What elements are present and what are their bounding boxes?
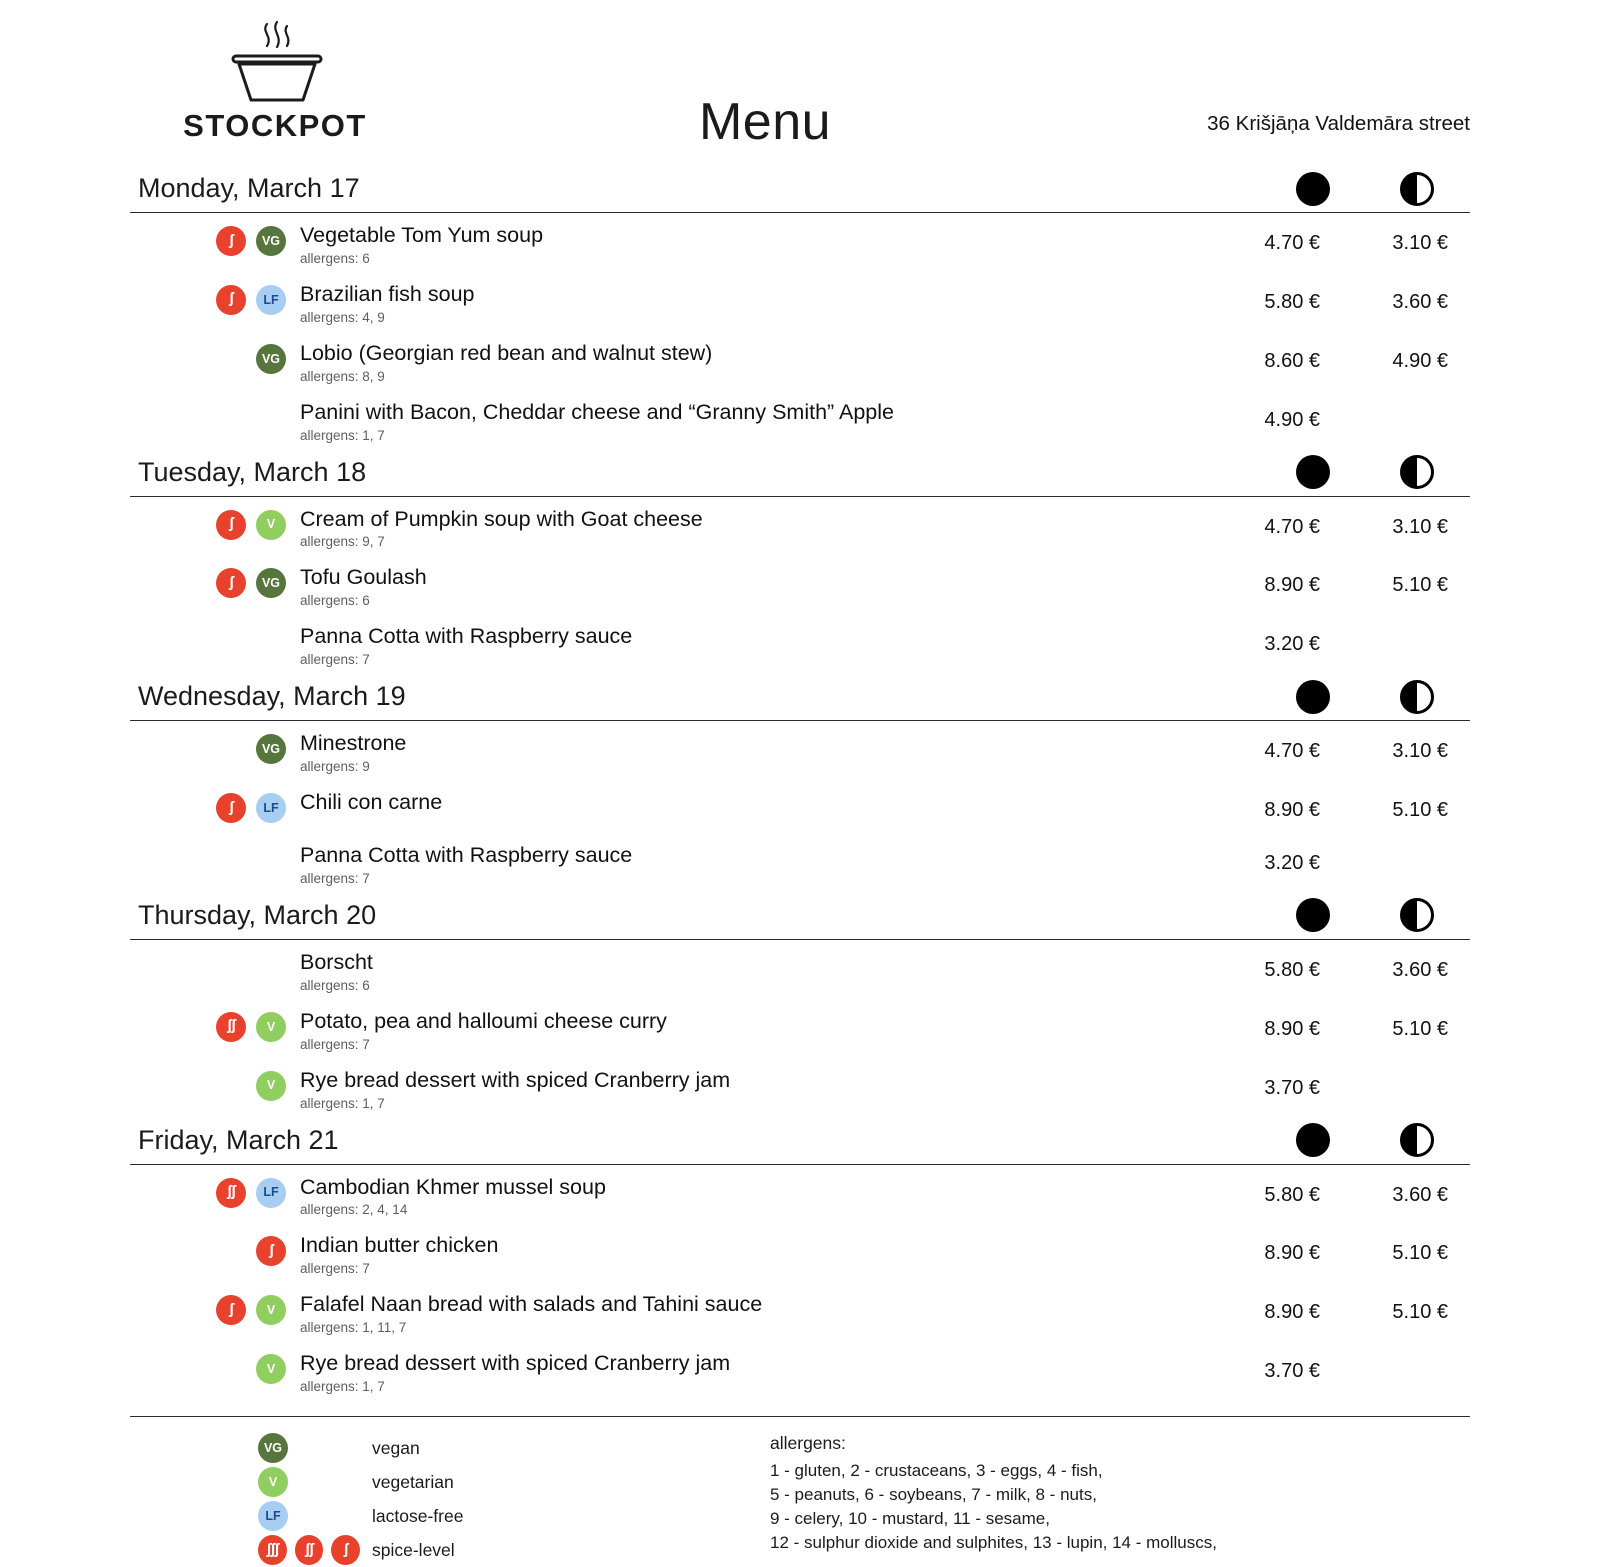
dish-main xyxy=(300,1008,1170,1052)
vegetarian-icon: V xyxy=(258,1467,288,1497)
dish-allergens: allergens: 7 xyxy=(300,1261,370,1277)
legend xyxy=(130,1431,770,1567)
spice-level-icon: ʃ xyxy=(216,285,246,315)
allergen-key-lines xyxy=(770,1459,1470,1556)
legend-label: lactose-free xyxy=(372,1505,464,1526)
dish-row xyxy=(130,1223,1470,1282)
dish-main xyxy=(300,281,1170,325)
spice-level-icon: ʃ xyxy=(216,568,246,598)
price-half: 3.10 € xyxy=(1392,740,1448,763)
menu-days xyxy=(0,165,1600,1400)
full-portion-icon xyxy=(1296,172,1330,206)
dish-main xyxy=(300,340,1170,384)
full-portion-icon xyxy=(1296,1123,1330,1157)
legend-row xyxy=(240,1499,770,1533)
dish-badges xyxy=(130,730,300,764)
legend-row xyxy=(240,1533,770,1567)
price-half: 5.10 € xyxy=(1392,799,1448,821)
page-title: Menu xyxy=(698,93,832,151)
price-half: 3.10 € xyxy=(1392,515,1448,538)
day-header xyxy=(130,673,1470,721)
price-half xyxy=(1320,623,1470,633)
spice-level-icon: ʃʃ xyxy=(295,1535,324,1565)
dish-main xyxy=(300,1067,1170,1111)
dish-name: Vegetable Tom Yum soup xyxy=(300,223,544,247)
portion-icons xyxy=(1296,898,1470,932)
lactose-free-icon: LF xyxy=(256,285,286,315)
price-full: 8.90 € xyxy=(1264,574,1320,597)
dish-row xyxy=(130,331,1470,390)
dish-badges xyxy=(130,1291,300,1325)
spice-level-icon: ʃ xyxy=(216,510,246,540)
page-footer xyxy=(130,1416,1470,1567)
half-portion-icon xyxy=(1400,455,1434,489)
dish-row xyxy=(130,940,1470,999)
dish-row xyxy=(130,272,1470,331)
day-block xyxy=(0,1117,1600,1401)
dish-name: Potato, pea and halloumi cheese curry xyxy=(300,1008,667,1033)
dish-name: Panna Cotta with Raspberry sauce xyxy=(300,624,633,649)
dish-name: Brazilian fish soup xyxy=(300,281,475,306)
dish-name: Falafel Naan bread with salads and Tahini sauce xyxy=(300,1292,763,1317)
dish-name: Tofu Goulash xyxy=(300,565,427,590)
price-half: 3.60 € xyxy=(1392,1183,1448,1206)
dish-badges xyxy=(130,506,300,540)
dish-row xyxy=(130,1282,1470,1341)
day-block xyxy=(0,673,1600,892)
title-wrap xyxy=(420,20,1110,152)
price-half xyxy=(1320,399,1470,409)
brand-name: STOCKPOT xyxy=(183,108,367,143)
legend-icons xyxy=(240,1535,360,1565)
price-full: 8.90 € xyxy=(1264,799,1320,821)
vegan-icon: VG xyxy=(256,344,286,374)
vegan-icon: VG xyxy=(256,226,286,256)
dish-allergens: allergens: 6 xyxy=(300,593,370,609)
page-header xyxy=(0,0,1600,165)
vegetarian-icon: V xyxy=(256,1295,286,1325)
vegan-icon: VG xyxy=(256,568,286,598)
dish-name: Lobio (Georgian red bean and walnut stew) xyxy=(300,340,713,365)
price-half: 5.10 € xyxy=(1392,1242,1448,1265)
price-full: 5.80 € xyxy=(1264,290,1320,313)
dish-main xyxy=(300,789,1170,816)
dish-allergens: allergens: 7 xyxy=(300,1036,370,1052)
spice-level-icon: ʃ xyxy=(216,226,246,256)
dish-row xyxy=(130,213,1470,272)
dish-allergens: allergens: 4, 9 xyxy=(300,309,385,325)
dish-row xyxy=(130,833,1470,892)
legend-row xyxy=(240,1431,770,1465)
day-name: Wednesday, March 19 xyxy=(138,681,406,712)
portion-icons xyxy=(1296,455,1470,489)
spice-level-icon: ʃ xyxy=(216,1295,246,1325)
half-portion-icon xyxy=(1400,680,1434,714)
allergen-key xyxy=(770,1431,1470,1567)
portion-icons xyxy=(1296,172,1470,206)
legend-label: spice-level xyxy=(372,1539,455,1560)
allergen-key-line: 5 - peanuts, 6 - soybeans, 7 - milk, 8 - nuts, xyxy=(770,1485,1097,1505)
dish-main xyxy=(300,564,1170,608)
price-full: 8.90 € xyxy=(1264,1242,1320,1265)
lactose-free-icon: LF xyxy=(256,1178,286,1208)
day-header xyxy=(130,1117,1470,1165)
legend-icons xyxy=(240,1467,360,1497)
dish-allergens: allergens: 1, 7 xyxy=(300,427,385,443)
legend-icons xyxy=(240,1433,360,1463)
dish-name: Chili con carne xyxy=(300,790,443,814)
dish-main xyxy=(300,399,1170,443)
day-name: Friday, March 21 xyxy=(138,1124,339,1155)
dish-allergens: allergens: 7 xyxy=(300,652,370,668)
price-full: 8.60 € xyxy=(1264,349,1320,372)
price-full: 4.90 € xyxy=(1264,408,1320,431)
dish-allergens: allergens: 9, 7 xyxy=(300,534,385,550)
dish-row xyxy=(130,721,1470,780)
dish-allergens: allergens: 6 xyxy=(300,977,370,993)
vegetarian-icon: V xyxy=(256,1354,286,1384)
spice-level-icon: ʃ xyxy=(256,1236,286,1266)
day-header xyxy=(130,892,1470,940)
dish-main xyxy=(300,506,1170,550)
dish-badges xyxy=(130,1008,300,1042)
day-header xyxy=(130,165,1470,213)
day-name: Monday, March 17 xyxy=(138,173,360,203)
dish-allergens: allergens: 1, 7 xyxy=(300,1379,385,1394)
dish-name: Indian butter chicken xyxy=(300,1233,499,1258)
dish-badges xyxy=(130,1350,300,1384)
address: 36 Krišjāņa Valdemāra street xyxy=(1207,112,1470,135)
dish-name: Rye bread dessert with spiced Cranberry jam xyxy=(300,1351,731,1376)
half-portion-icon xyxy=(1400,1123,1434,1157)
allergen-key-line: 1 - gluten, 2 - crustaceans, 3 - eggs, 4 - fish, xyxy=(770,1461,1103,1480)
full-portion-icon xyxy=(1296,455,1330,489)
full-portion-icon xyxy=(1296,680,1330,714)
dish-name: Rye bread dessert with spiced Cranberry jam xyxy=(300,1067,731,1092)
price-half xyxy=(1320,1067,1470,1077)
spice-level-icon: ʃʃʃ xyxy=(258,1535,287,1565)
dish-name: Minestrone xyxy=(300,731,407,756)
price-half: 5.10 € xyxy=(1392,1301,1448,1324)
day-name: Thursday, March 20 xyxy=(138,899,377,930)
dish-main xyxy=(300,1350,1170,1394)
dish-name: Panini with Bacon, Cheddar cheese and “Granny Smith” Apple xyxy=(300,399,894,424)
steaming-pot-icon xyxy=(215,20,335,106)
dish-name: Panna Cotta with Raspberry sauce xyxy=(300,843,633,867)
price-half xyxy=(1320,842,1470,852)
allergen-key-title: allergens: xyxy=(770,1433,846,1453)
dish-main xyxy=(300,222,1170,266)
dish-row xyxy=(130,1341,1470,1400)
dish-allergens: allergens: 7 xyxy=(300,870,370,886)
day-block xyxy=(0,892,1600,1117)
vegan-icon: VG xyxy=(256,734,286,764)
dish-allergens: allergens: 2, 4, 14 xyxy=(300,1202,408,1218)
allergen-key-line: 12 - sulphur dioxide and sulphites, 13 - lupin, 14 - molluscs, xyxy=(770,1533,1217,1553)
price-full: 3.70 € xyxy=(1264,1360,1320,1383)
dish-badges xyxy=(130,623,300,627)
dish-name: Borscht xyxy=(300,949,373,974)
dish-allergens: allergens: 9 xyxy=(300,759,370,774)
dish-allergens: allergens: 1, 11, 7 xyxy=(300,1320,407,1336)
dish-badges xyxy=(130,281,300,315)
price-full: 8.90 € xyxy=(1264,1017,1320,1040)
dish-main xyxy=(300,842,1170,886)
dish-row xyxy=(130,555,1470,614)
price-full: 5.80 € xyxy=(1264,1183,1320,1206)
dish-name: Cream of Pumpkin soup with Goat cheese xyxy=(300,506,703,531)
day-header xyxy=(130,449,1470,497)
dish-badges xyxy=(130,842,300,846)
dish-badges xyxy=(130,564,300,598)
allergen-key-line: 9 - celery, 10 - mustard, 11 - sesame, xyxy=(770,1509,1050,1529)
dish-row xyxy=(130,497,1470,556)
dish-main xyxy=(300,730,1170,774)
price-full: 3.20 € xyxy=(1264,633,1320,656)
dish-main xyxy=(300,623,1170,667)
dish-main xyxy=(300,1174,1170,1218)
dish-badges xyxy=(130,399,300,403)
dish-badges xyxy=(130,340,300,374)
vegetarian-icon: V xyxy=(256,1012,286,1042)
lactose-free-icon: LF xyxy=(258,1501,288,1531)
price-half: 4.90 € xyxy=(1392,349,1448,372)
half-portion-icon xyxy=(1400,172,1434,206)
dish-name: Cambodian Khmer mussel soup xyxy=(300,1174,606,1199)
legend-label: vegan xyxy=(372,1437,420,1458)
price-half: 5.10 € xyxy=(1392,1017,1448,1040)
price-full: 8.90 € xyxy=(1264,1301,1320,1324)
portion-icons xyxy=(1296,680,1470,714)
dish-row xyxy=(130,1058,1470,1117)
dish-badges xyxy=(130,222,300,256)
brand-block xyxy=(130,20,420,144)
vegetarian-icon: V xyxy=(256,510,286,540)
dish-badges xyxy=(130,1232,300,1266)
price-full: 4.70 € xyxy=(1264,232,1320,254)
day-name: Tuesday, March 18 xyxy=(138,456,367,487)
price-half: 3.60 € xyxy=(1392,958,1448,981)
legend-row xyxy=(240,1465,770,1499)
half-portion-icon xyxy=(1400,898,1434,932)
spice-level-icon: ʃ xyxy=(216,793,246,823)
dish-badges xyxy=(130,1174,300,1208)
price-full: 5.80 € xyxy=(1264,958,1320,981)
full-portion-icon xyxy=(1296,898,1330,932)
price-full: 4.70 € xyxy=(1264,740,1320,763)
dish-allergens: allergens: 8, 9 xyxy=(300,368,385,384)
legend-icons xyxy=(240,1501,360,1531)
legend-label: vegetarian xyxy=(372,1471,454,1492)
dish-allergens: allergens: 1, 7 xyxy=(300,1095,385,1111)
spice-level-icon: ʃʃ xyxy=(216,1012,246,1042)
dish-badges xyxy=(130,949,300,953)
day-block xyxy=(0,449,1600,674)
vegetarian-icon: V xyxy=(256,1071,286,1101)
dish-badges xyxy=(130,1067,300,1101)
price-full: 3.70 € xyxy=(1264,1076,1320,1099)
dish-row xyxy=(130,1165,1470,1224)
price-half: 5.10 € xyxy=(1392,574,1448,597)
lactose-free-icon: LF xyxy=(256,793,286,823)
price-half xyxy=(1320,1350,1470,1360)
price-full: 4.70 € xyxy=(1264,515,1320,538)
dish-main xyxy=(300,1291,1170,1335)
dish-row xyxy=(130,999,1470,1058)
dish-allergens: allergens: 6 xyxy=(300,250,370,266)
portion-icons xyxy=(1296,1123,1470,1157)
dish-row xyxy=(130,780,1470,833)
day-block xyxy=(0,165,1600,449)
dish-row xyxy=(130,614,1470,673)
dish-main xyxy=(300,949,1170,993)
dish-row xyxy=(130,390,1470,449)
price-half: 3.10 € xyxy=(1392,232,1448,254)
price-half: 3.60 € xyxy=(1392,290,1448,313)
dish-main xyxy=(300,1232,1170,1276)
dish-badges xyxy=(130,789,300,823)
spice-level-icon: ʃ xyxy=(331,1535,360,1565)
spice-level-icon: ʃʃ xyxy=(216,1178,246,1208)
price-full: 3.20 € xyxy=(1264,852,1320,874)
vegan-icon: VG xyxy=(258,1433,288,1463)
